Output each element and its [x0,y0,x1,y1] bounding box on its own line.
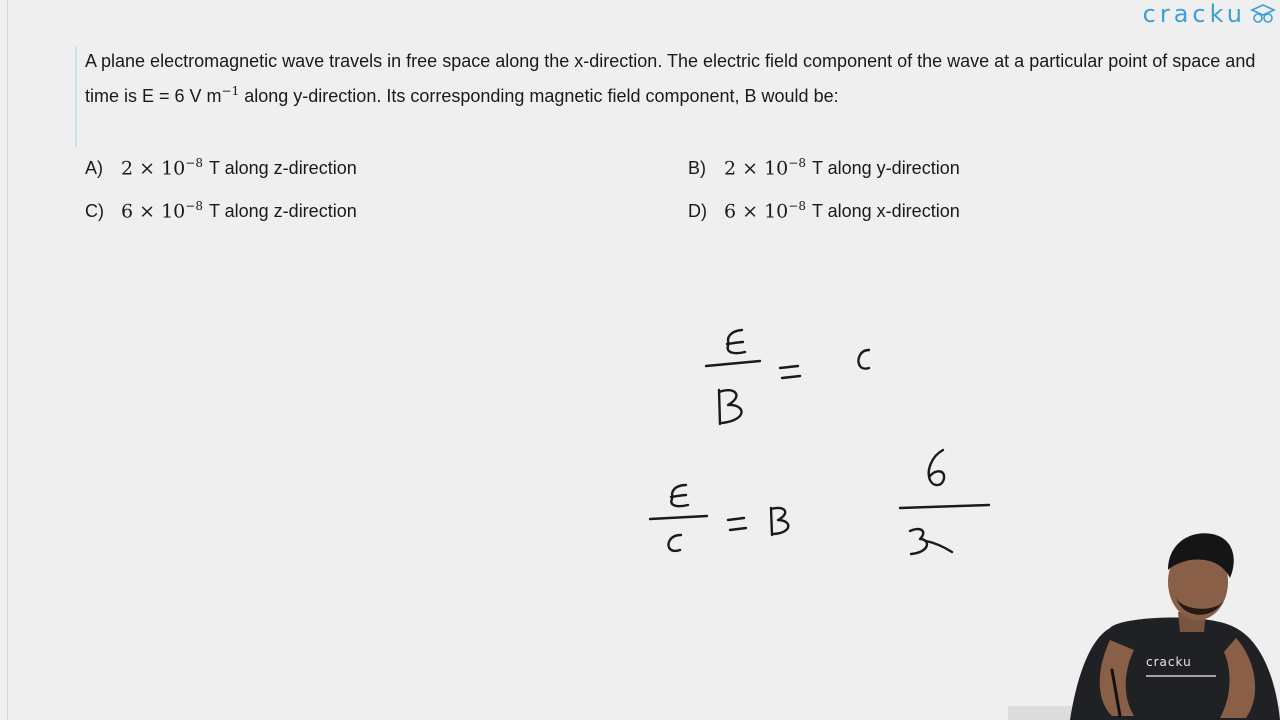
option-text: T along x-direction [811,201,960,222]
hand-B-2 [771,508,788,535]
option-letter: A) [85,158,103,179]
option-math: $2 \times 10^{-8}$ [724,156,806,180]
hand-equals-2 [728,518,746,530]
option-letter: D) [688,201,707,222]
option-letter: B) [688,158,706,179]
hand-fraction-line-2 [650,516,707,519]
hand-6 [929,450,944,485]
presenter-figure [1000,520,1280,720]
option-math: $6 \times 10^{-8}$ [121,199,203,223]
question-text-part2: along y-direction. Its corresponding magnetic field component, B would be: [239,86,839,106]
hand-E-1 [727,330,745,353]
option-math: $6 \times 10^{-8}$ [724,199,806,223]
hand-fraction-line-3 [900,505,989,508]
logo-text: cracku [1142,0,1246,28]
question-superscript: −1 [221,84,240,98]
hand-fraction-line-1 [706,361,760,366]
hand-dash [926,541,952,552]
question-text-part1: A plane electromagnetic wave travels in free space along the x-direction. The electric field component of the wave at a particular point of space and time is E = 6 V m [85,51,1256,106]
option-letter: C) [85,201,104,222]
option-text: T along z-direction [208,158,357,179]
shirt-logo-text: cracku [1146,655,1192,669]
option-text: T along z-direction [208,201,357,222]
hand-c-2 [668,535,681,551]
hand-B-1 [719,390,742,424]
option-math: $2 \times 10^{-8}$ [121,156,203,180]
hand-c-1 [858,350,869,369]
hand-3 [910,529,927,554]
hand-E-2 [671,485,688,506]
hand-equals-1 [780,366,800,378]
option-text: T along y-direction [811,158,960,179]
